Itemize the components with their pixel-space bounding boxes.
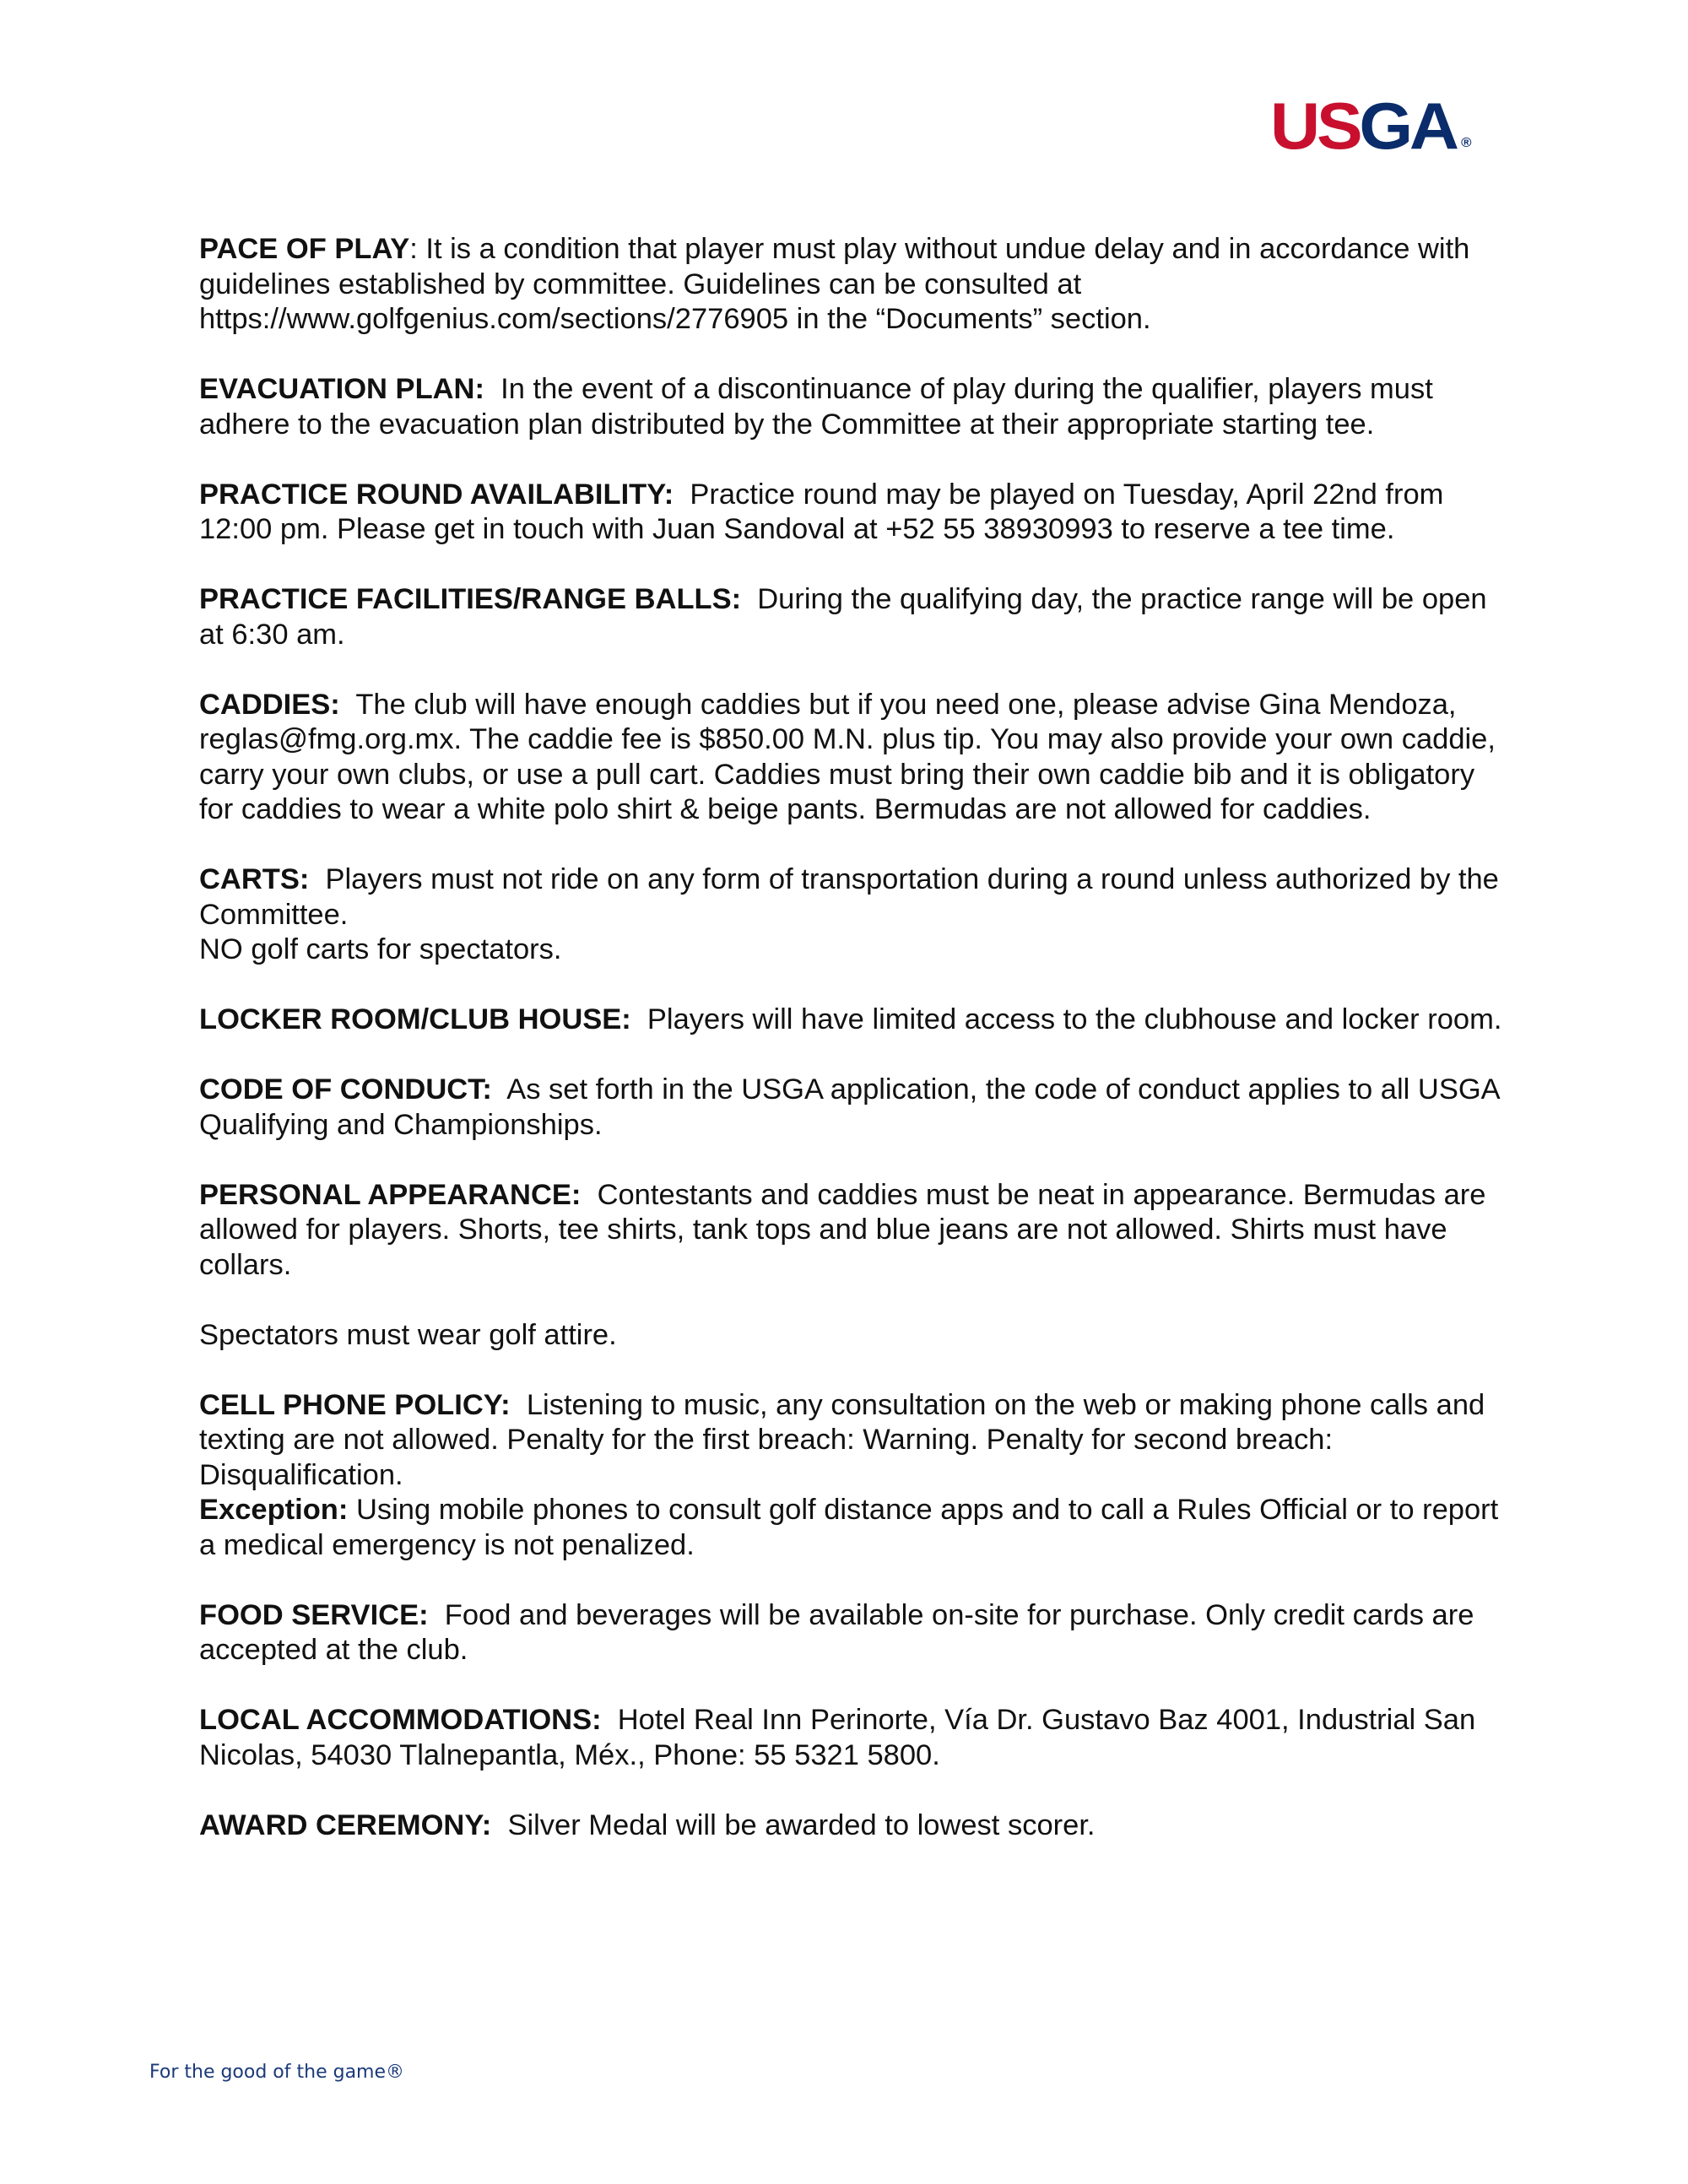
- exception-text: Using mobile phones to consult golf distance apps and to call a Rules Official or to report a medical emergency is not penalized.: [199, 1494, 1499, 1561]
- local-accommodations-paragraph: [199, 1703, 1516, 1773]
- award-ceremony-paragraph: [199, 1808, 1516, 1844]
- logo-registered-mark: ®: [1461, 136, 1472, 150]
- spectators-text: Spectators must wear golf attire.: [199, 1318, 617, 1351]
- caddies-paragraph: [199, 688, 1516, 828]
- award-ceremony-text: Silver Medal will be awarded to lowest scorer.: [507, 1808, 1096, 1841]
- carts-label: CARTS:: [199, 863, 310, 895]
- practice-round-text: Practice round may be played on Tuesday, April 22nd from 12:00 pm. Please get in touch with Juan Sandoval at +52 55 38930993 to reserve a tee time.: [199, 478, 1444, 545]
- pace-of-play-paragraph: [199, 232, 1516, 338]
- cell-phone-text: Listening to music, any consultation on the web or making phone calls and texting are not allowed. Penalty for the first breach: Warning. Penalty for second breach: Disqualification.: [199, 1388, 1485, 1491]
- code-of-conduct-paragraph: [199, 1073, 1516, 1143]
- cell-phone-paragraph: [199, 1388, 1516, 1564]
- evacuation-plan-paragraph: [199, 372, 1516, 442]
- practice-facilities-text: During the qualifying day, the practice range will be open at 6:30 am.: [199, 583, 1487, 651]
- locker-room-paragraph: [199, 1003, 1516, 1038]
- footer-tagline: For the good of the game®: [149, 2062, 405, 2083]
- code-of-conduct-text: As set forth in the USGA application, the code of conduct applies to all USGA Qualifying and Championships.: [199, 1073, 1499, 1141]
- pace-of-play-label: PACE OF PLAY: [199, 233, 410, 265]
- caddies-label: CADDIES:: [199, 688, 340, 721]
- food-service-text: Food and beverages will be available on-site for purchase. Only credit cards are accepted at the club.: [199, 1598, 1474, 1666]
- food-service-label: FOOD SERVICE:: [199, 1598, 429, 1631]
- evacuation-plan-text: In the event of a discontinuance of play during the qualifier, players must adhere to the evacuation plan distributed by the Committee at their appropriate starting tee.: [199, 373, 1433, 441]
- practice-facilities-paragraph: [199, 582, 1516, 652]
- cell-phone-label: CELL PHONE POLICY:: [199, 1388, 511, 1421]
- personal-appearance-label: PERSONAL APPEARANCE:: [199, 1178, 582, 1211]
- food-service-paragraph: [199, 1598, 1516, 1668]
- practice-round-label: PRACTICE ROUND AVAILABILITY:: [199, 478, 674, 511]
- locker-room-label: LOCKER ROOM/CLUB HOUSE:: [199, 1003, 631, 1035]
- practice-facilities-label: PRACTICE FACILITIES/RANGE BALLS:: [199, 583, 742, 615]
- practice-round-paragraph: [199, 478, 1516, 548]
- locker-room-text: Players will have limited access to the clubhouse and locker room.: [647, 1003, 1502, 1035]
- spectators-paragraph: [199, 1318, 1516, 1354]
- local-accommodations-label: LOCAL ACCOMMODATIONS:: [199, 1704, 602, 1736]
- local-accommodations-text: Hotel Real Inn Perinorte, Vía Dr. Gustavo Baz 4001, Industrial San Nicolas, 54030 Tlalnepantla, Méx., Phone: 55 5321 5800.: [199, 1704, 1476, 1771]
- logo-ga: GA: [1359, 89, 1456, 163]
- carts-paragraph: [199, 862, 1516, 968]
- code-of-conduct-label: CODE OF CONDUCT:: [199, 1073, 492, 1106]
- cell-phone-exception: [199, 1493, 1516, 1563]
- carts-spectators-text: NO golf carts for spectators.: [199, 933, 562, 965]
- caddies-text: The club will have enough caddies but if you need one, please advise Gina Mendoza, reglas@fmg.org.mx. The caddie fee is $850.00 M.N. plus tip. You may also provide your own caddie, carry your own clubs, or use a pull cart. Caddies must bring their own caddie bib and it is obligatory for caddies to wear a white polo shirt & beige pants. Bermudas are not allowed for caddies.: [199, 688, 1496, 825]
- award-ceremony-label: AWARD CEREMONY:: [199, 1808, 492, 1841]
- usga-logo: [1270, 89, 1472, 163]
- pace-of-play-text: : It is a condition that player must play without undue delay and in accordance with guidelines established by committee. Guidelines can be consulted at https://www.golfgenius.com/sections/2776905 in the “Documents” section.: [199, 233, 1470, 335]
- document-body: [199, 232, 1516, 1879]
- logo-us: US: [1270, 89, 1360, 163]
- evacuation-plan-label: EVACUATION PLAN:: [199, 373, 484, 405]
- exception-label: Exception:: [199, 1494, 349, 1526]
- personal-appearance-text: Contestants and caddies must be neat in appearance. Bermudas are allowed for players. Shorts, tee shirts, tank tops and blue jeans are not allowed. Shirts must have collars.: [199, 1178, 1486, 1281]
- carts-text: Players must not ride on any form of transportation during a round unless authorized by the Committee.: [199, 863, 1499, 931]
- personal-appearance-paragraph: [199, 1178, 1516, 1284]
